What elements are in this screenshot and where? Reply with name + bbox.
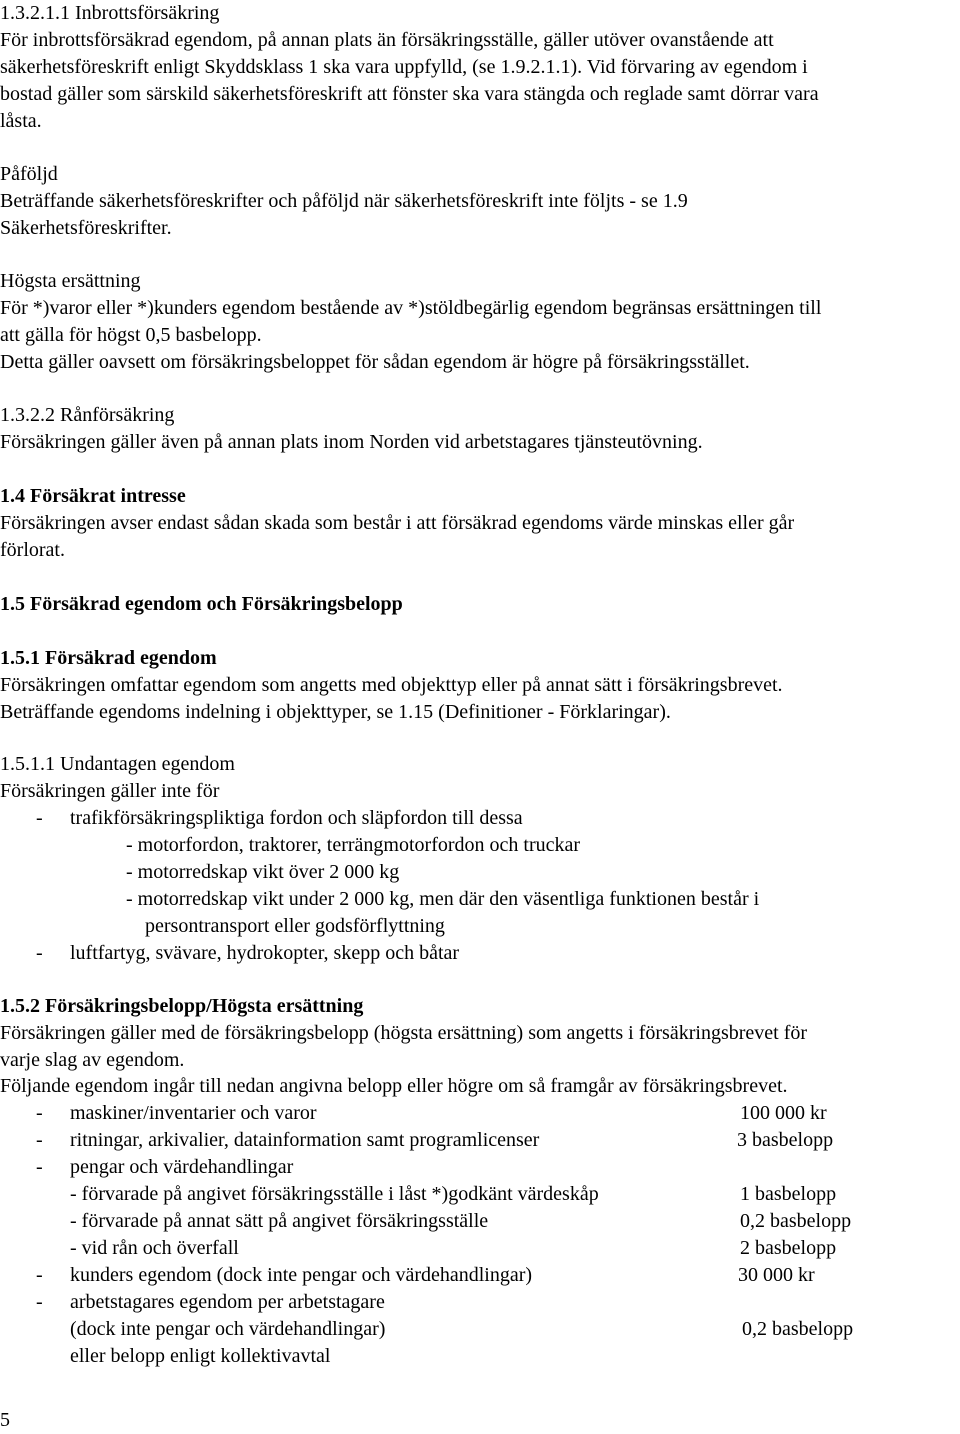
list-item-text: - motorfordon, traktorer, terrängmotorfordon och truckar [126, 834, 581, 856]
paragraph-line: Följande egendom ingår till nedan angivna belopp eller högre om så framgår av försäkringsbrevet. [0, 1075, 788, 1097]
list-dash: - [36, 1291, 43, 1313]
list-item-text: ritningar, arkivalier, datainformation samt programlicenser [70, 1129, 540, 1151]
amount: 0,2 basbelopp [740, 1210, 852, 1232]
list-item-text: (dock inte pengar och värdehandlingar) [70, 1318, 386, 1340]
list-item-text: trafikförsäkringspliktiga fordon och släpfordon till dessa [70, 807, 523, 829]
list-dash: - [36, 942, 43, 964]
list-item-text: - motorredskap vikt över 2 000 kg [126, 861, 400, 883]
list-dash: - [36, 1264, 43, 1286]
list-item-text: maskiner/inventarier och varor [70, 1102, 317, 1124]
amount: 1 basbelopp [740, 1183, 837, 1205]
list-item-text: luftfartyg, svävare, hydrokopter, skepp och båtar [70, 942, 460, 964]
list-dash: - [36, 807, 43, 829]
section-heading-hogsta: Högsta ersättning [0, 270, 141, 292]
amount: 3 basbelopp [737, 1129, 834, 1151]
section-heading-egendom-belopp: 1.5 Försäkrad egendom och Försäkringsbelopp [0, 593, 403, 615]
section-heading-pafoljd: Påföljd [0, 163, 58, 185]
section-heading-undantagen: 1.5.1.1 Undantagen egendom [0, 753, 235, 775]
paragraph-line: Säkerhetsföreskrifter. [0, 217, 172, 239]
list-dash: - [36, 1156, 43, 1178]
paragraph-line: bostad gäller som särskild säkerhetsföreskrift att fönster ska vara stängda och reglade samt dörrar vara [0, 83, 819, 105]
paragraph-line: För inbrottsförsäkrad egendom, på annan plats än försäkringsställe, gäller utöver ovanstående att [0, 29, 774, 51]
paragraph-line: Försäkringen omfattar egendom som angetts med objekttyp eller på annat sätt i försäkringsbrevet. [0, 674, 783, 696]
amount: 0,2 basbelopp [742, 1318, 854, 1340]
paragraph-line: Försäkringen gäller med de försäkringsbelopp (högsta ersättning) som angetts i försäkringsbrevet för [0, 1022, 808, 1044]
list-intro: Försäkringen gäller inte för [0, 780, 220, 802]
paragraph-line: Försäkringen avser endast sådan skada som består i att försäkrad egendoms värde minskas eller går [0, 512, 795, 534]
list-item-text: kunders egendom (dock inte pengar och värdehandlingar) [70, 1264, 533, 1286]
section-heading-ran: 1.3.2.2 Rånförsäkring [0, 404, 175, 426]
page-number: 5 [0, 1409, 10, 1431]
list-dash: - [36, 1102, 43, 1124]
list-item-text: persontransport eller godsförflyttning [145, 915, 445, 937]
amount: 100 000 kr [740, 1102, 827, 1124]
amount: 2 basbelopp [740, 1237, 837, 1259]
paragraph-line: Beträffande säkerhetsföreskrifter och påföljd när säkerhetsföreskrift inte följts - se 1.9 [0, 190, 688, 212]
list-item-text: pengar och värdehandlingar [70, 1156, 294, 1178]
amount: 30 000 kr [738, 1264, 815, 1286]
section-heading-intresse: 1.4 Försäkrat intresse [0, 485, 186, 507]
paragraph-line: att gälla för högst 0,5 basbelopp. [0, 324, 262, 346]
section-heading-belopp: 1.5.2 Försäkringsbelopp/Högsta ersättning [0, 995, 364, 1017]
list-item-text: eller belopp enligt kollektivavtal [70, 1345, 331, 1367]
paragraph-line: För *)varor eller *)kunders egendom bestående av *)stöldbegärlig egendom begränsas ersättningen till [0, 297, 822, 319]
list-item-text: - motorredskap vikt under 2 000 kg, men där den väsentliga funktionen består i [126, 888, 760, 910]
paragraph-line: förlorat. [0, 539, 65, 561]
paragraph-line: varje slag av egendom. [0, 1049, 185, 1071]
paragraph-line: Beträffande egendoms indelning i objekttyper, se 1.15 (Definitioner - Förklaringar). [0, 701, 671, 723]
paragraph-line: säkerhetsföreskrift enligt Skyddsklass 1 ska vara uppfylld, (se 1.9.2.1.1). Vid förvaring av egendom i [0, 56, 808, 78]
list-item-text: - förvarade på annat sätt på angivet försäkringsställe [70, 1210, 489, 1232]
paragraph-line: Försäkringen gäller även på annan plats inom Norden vid arbetstagares tjänsteutövning. [0, 431, 703, 453]
list-item-text: arbetstagares egendom per arbetstagare [70, 1291, 385, 1313]
section-heading-egendom: 1.5.1 Försäkrad egendom [0, 647, 217, 669]
paragraph-line: låsta. [0, 110, 42, 132]
list-item-text: - förvarade på angivet försäkringsställe i låst *)godkänt värdeskåp [70, 1183, 599, 1205]
list-dash: - [36, 1129, 43, 1151]
list-item-text: - vid rån och överfall [70, 1237, 239, 1259]
paragraph-line: Detta gäller oavsett om försäkringsbeloppet för sådan egendom är högre på försäkringsstället. [0, 351, 750, 373]
section-heading-inbrott: 1.3.2.1.1 Inbrottsförsäkring [0, 2, 220, 24]
